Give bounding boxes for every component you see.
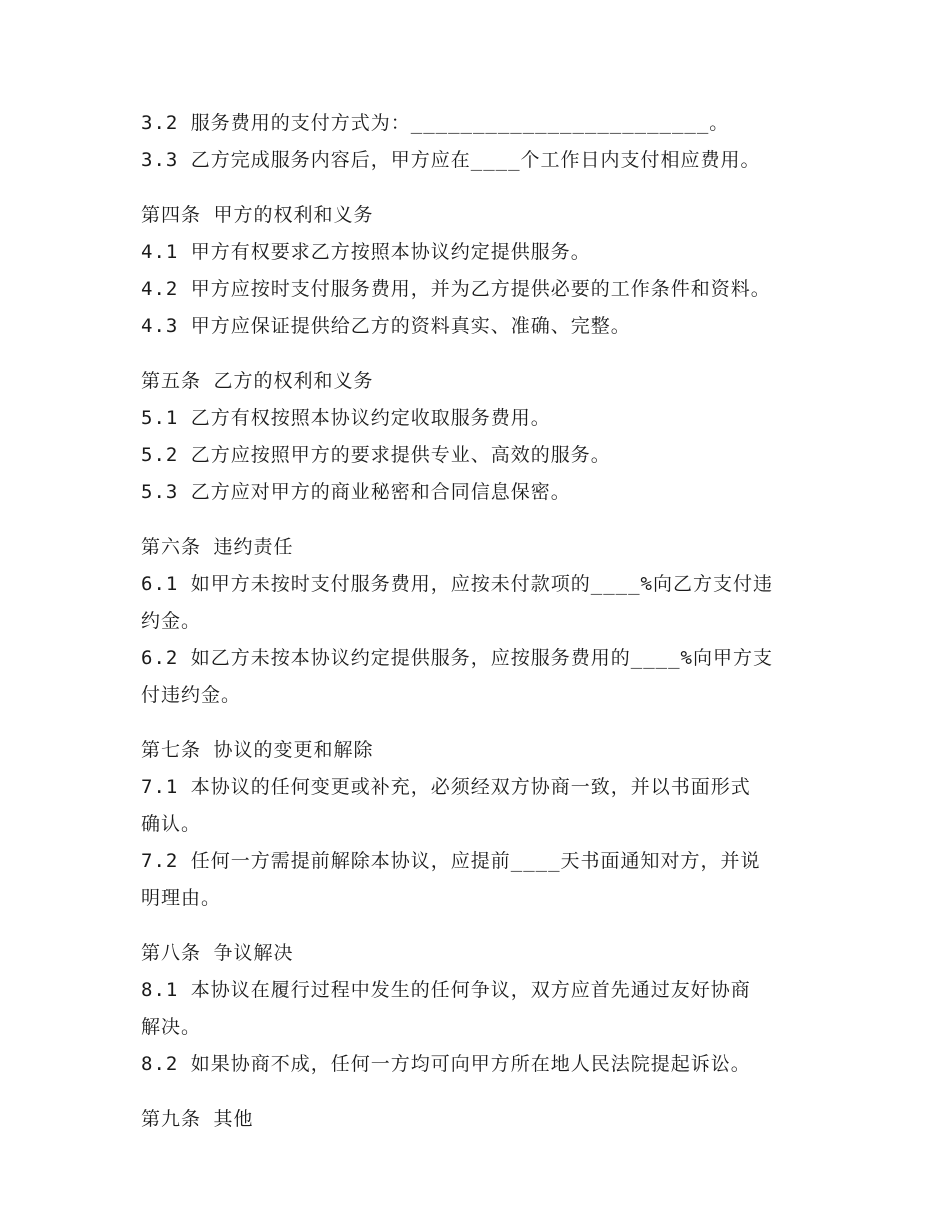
section-gap [141, 714, 841, 732]
section-gap [141, 511, 841, 529]
article-7-heading: 第七条 协议的变更和解除 [141, 739, 374, 761]
article-6-heading: 第六条 违约责任 [141, 536, 294, 558]
article-9-heading: 第九条 其他 [141, 1108, 254, 1130]
article-8-heading: 第八条 争议解决 [141, 942, 294, 964]
clause-6-1-cont: 约金。 [141, 610, 202, 632]
clause-4-1: 4.1 甲方有权要求乙方按照本协议约定提供服务。 [141, 241, 591, 263]
clause-3-3: 3.3 乙方完成服务内容后，甲方应在____个工作日内支付相应费用。 [141, 149, 761, 171]
clause-7-2: 7.2 任何一方需提前解除本协议，应提前____天书面通知对方，并说 [141, 850, 761, 872]
section-gap [141, 345, 841, 363]
clause-6-2-cont: 付违约金。 [141, 684, 242, 706]
clause-6-1: 6.1 如甲方未按时支付服务费用，应按未付款项的____%向乙方支付违 [141, 573, 773, 595]
clause-7-2-cont: 明理由。 [141, 887, 222, 909]
section-gap [141, 917, 841, 935]
clause-3-2: 3.2 服务费用的支付方式为：________________________。 [141, 112, 730, 134]
clause-4-2: 4.2 甲方应按时支付服务费用，并为乙方提供必要的工作条件和资料。 [141, 278, 771, 300]
clause-6-2: 6.2 如乙方未按本协议约定提供服务，应按服务费用的____%向甲方支 [141, 647, 773, 669]
clause-8-2: 8.2 如果协商不成，任何一方均可向甲方所在地人民法院提起诉讼。 [141, 1053, 751, 1075]
document-body [141, 105, 841, 1138]
clause-8-1: 8.1 本协议在履行过程中发生的任何争议，双方应首先通过友好协商 [141, 979, 751, 1001]
clause-5-3: 5.3 乙方应对甲方的商业秘密和合同信息保密。 [141, 481, 571, 503]
clause-8-1-cont: 解决。 [141, 1016, 202, 1038]
section-gap [141, 1083, 841, 1101]
clause-7-1: 7.1 本协议的任何变更或补充，必须经双方协商一致，并以书面形式 [141, 776, 751, 798]
section-gap [141, 179, 841, 197]
clause-7-1-cont: 确认。 [141, 813, 202, 835]
clause-5-2: 5.2 乙方应按照甲方的要求提供专业、高效的服务。 [141, 444, 611, 466]
clause-4-3: 4.3 甲方应保证提供给乙方的资料真实、准确、完整。 [141, 315, 631, 337]
article-5-heading: 第五条 乙方的权利和义务 [141, 370, 374, 392]
clause-5-1: 5.1 乙方有权按照本协议约定收取服务费用。 [141, 407, 551, 429]
article-4-heading: 第四条 甲方的权利和义务 [141, 204, 374, 226]
